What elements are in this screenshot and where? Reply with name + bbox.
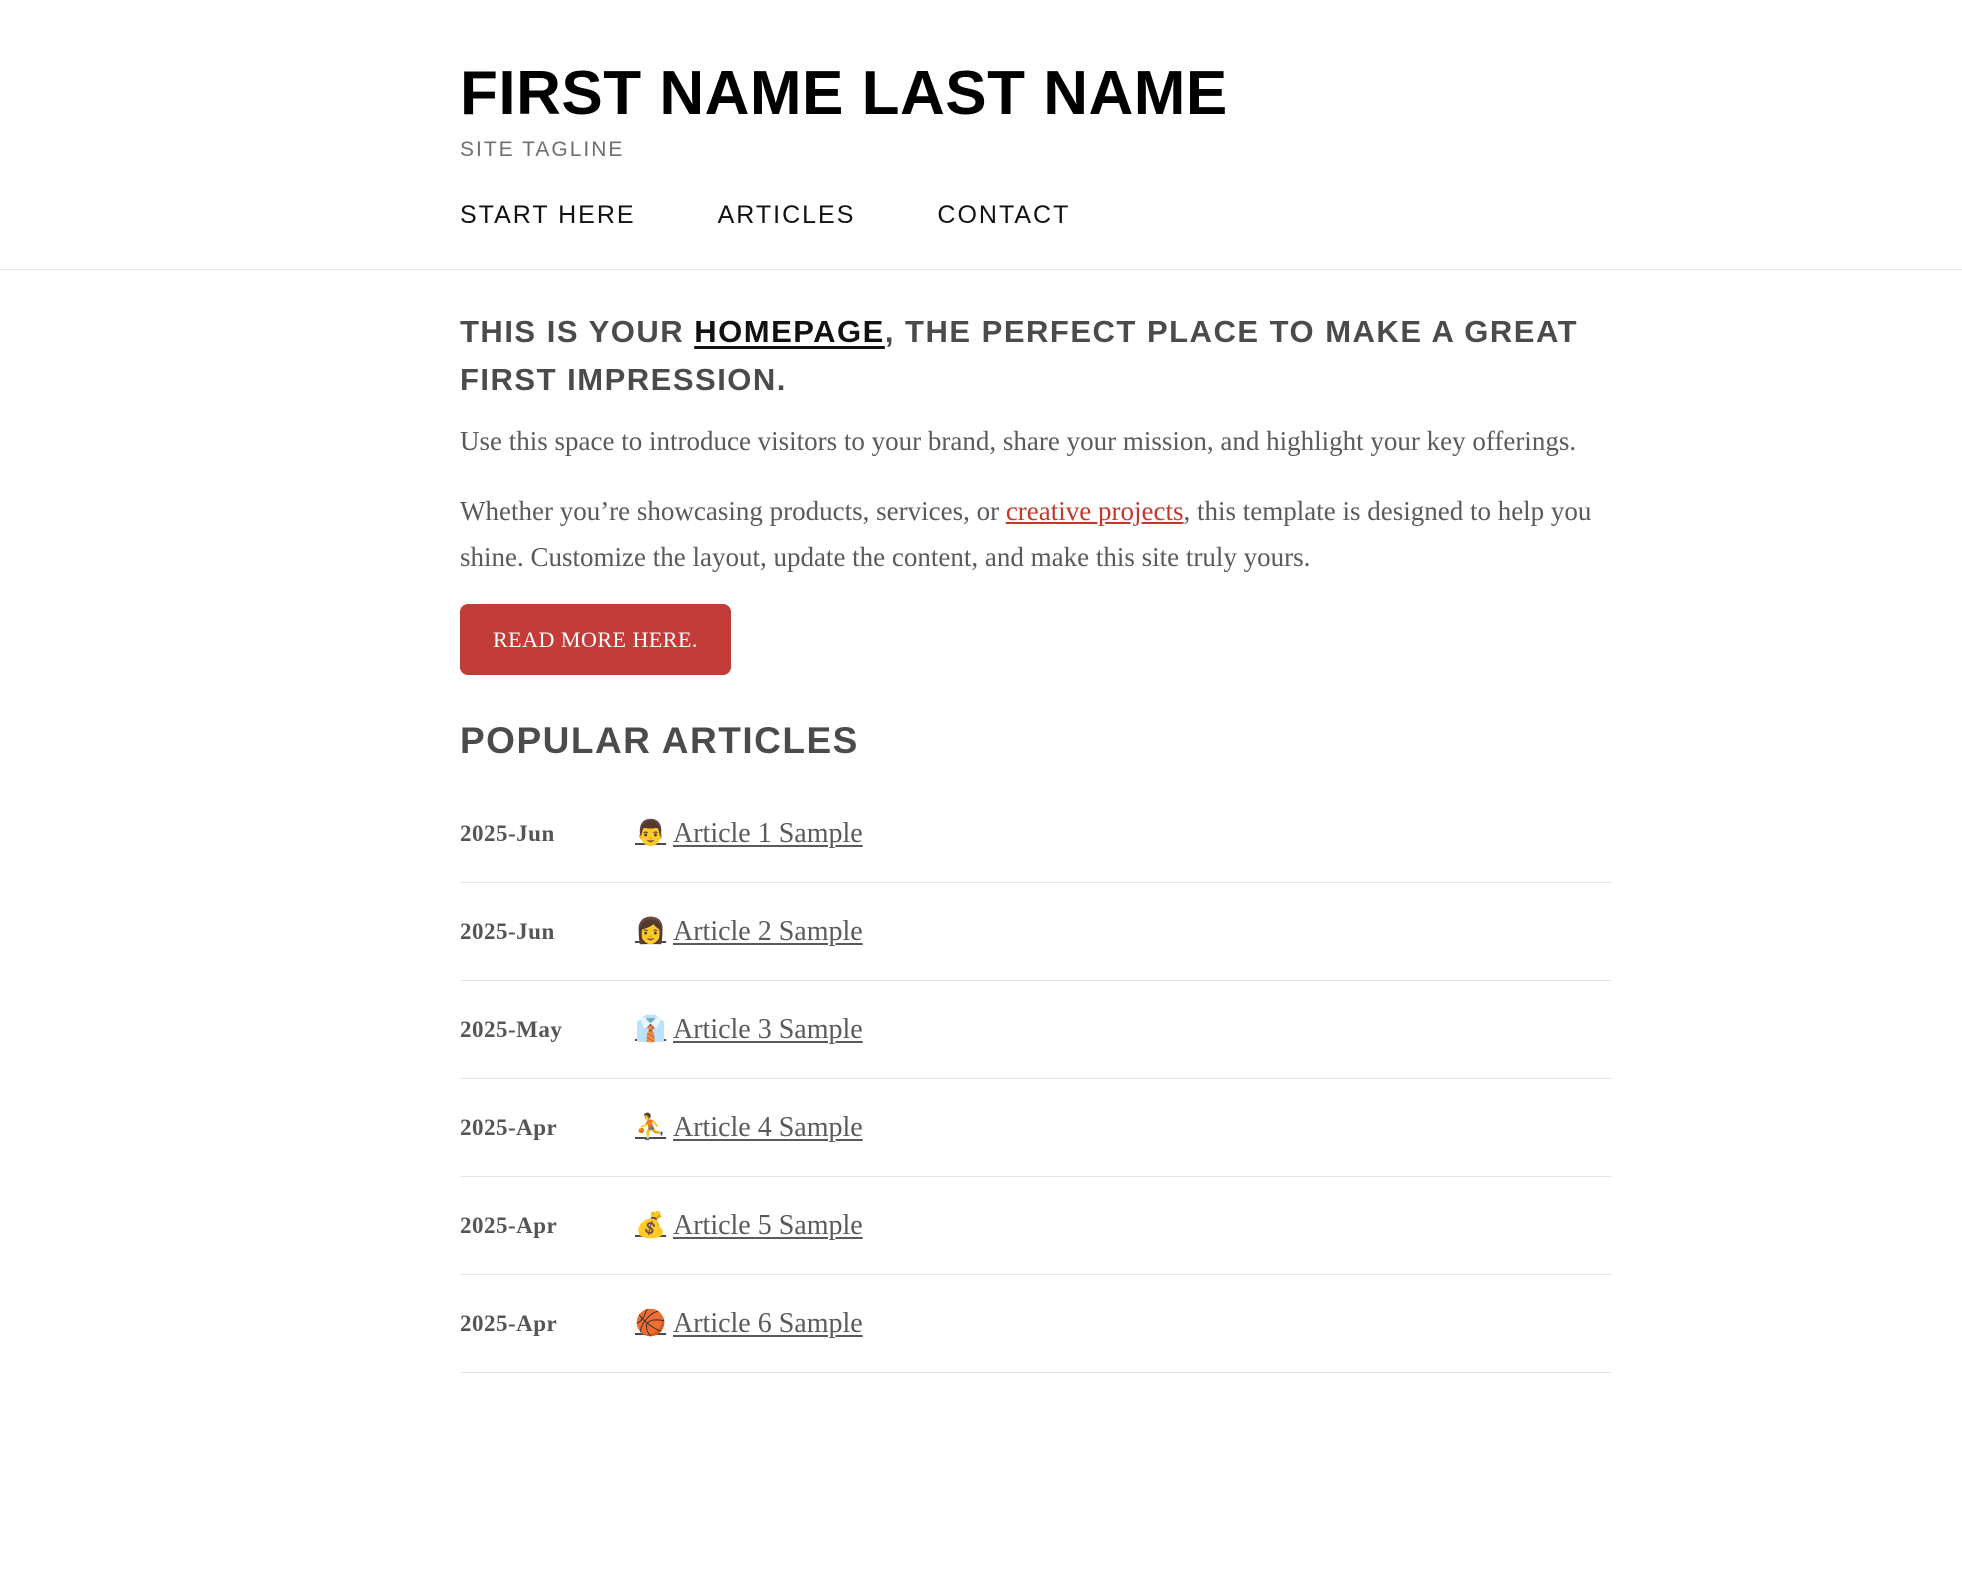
- list-item: [460, 785, 1612, 883]
- article-date: 2025-Apr: [460, 1114, 558, 1140]
- article-list: [460, 785, 1612, 1373]
- article-link[interactable]: Article 5 Sample: [673, 1209, 863, 1241]
- site-tagline: SITE TAGLINE: [460, 138, 625, 161]
- basketball-emoji-icon: 🏀: [635, 1309, 667, 1337]
- article-date: 2025-May: [460, 1016, 563, 1042]
- intro-paragraph: Use this space to introduce visitors to your brand, share your mission, and highlight your key offerings.: [460, 426, 1577, 456]
- list-item: [460, 981, 1612, 1079]
- content-container: [460, 308, 1610, 1373]
- creative-projects-link[interactable]: creative projects: [1005, 496, 1184, 526]
- article-link[interactable]: Article 2 Sample: [673, 915, 863, 947]
- read-more-button[interactable]: READ MORE HERE.: [460, 604, 731, 675]
- list-item: [460, 883, 1612, 981]
- popular-articles-heading: POPULAR ARTICLES: [460, 720, 859, 761]
- man-emoji-icon: 👨: [635, 819, 667, 847]
- necktie-emoji-icon: 👔: [635, 1015, 667, 1043]
- list-item: [460, 1177, 1612, 1275]
- showcase-paragraph: [460, 488, 1610, 580]
- article-link[interactable]: Article 3 Sample: [673, 1013, 863, 1045]
- main-nav: [460, 200, 1610, 230]
- ball-player-emoji-icon: ⛹: [635, 1113, 667, 1141]
- article-date: 2025-Apr: [460, 1310, 558, 1336]
- article-date: 2025-Jun: [460, 820, 555, 846]
- site-title[interactable]: FIRST NAME LAST NAME: [460, 59, 1228, 128]
- nav-item-start-here[interactable]: START HERE: [460, 201, 636, 229]
- article-date: 2025-Apr: [460, 1212, 558, 1238]
- hero-heading-text-start: THIS IS YOUR: [460, 314, 695, 349]
- article-date: 2025-Jun: [460, 918, 555, 944]
- article-link[interactable]: Article 6 Sample: [673, 1307, 863, 1339]
- header-container: [460, 0, 1610, 230]
- nav-item-contact[interactable]: CONTACT: [937, 201, 1071, 229]
- nav-item-articles[interactable]: ARTICLES: [717, 201, 856, 229]
- money-bag-emoji-icon: 💰: [635, 1211, 667, 1239]
- hero-heading: [460, 308, 1610, 404]
- showcase-text-end: , this template is designed to help you shine. Customize the layout, update the content, and make this site truly yours.: [460, 496, 1592, 572]
- list-item: [460, 1079, 1612, 1177]
- main-content: [0, 270, 1962, 1373]
- hero-heading-text-end: , THE PERFECT PLACE TO MAKE A GREAT FIRST IMPRESSION.: [460, 314, 1579, 397]
- showcase-text-start: Whether you’re showcasing products, services, or: [460, 496, 1006, 526]
- article-link[interactable]: Article 4 Sample: [673, 1111, 863, 1143]
- homepage-link[interactable]: HOMEPAGE: [694, 314, 885, 349]
- woman-emoji-icon: 👩: [635, 917, 667, 945]
- site-header: [0, 0, 1962, 270]
- list-item: [460, 1275, 1612, 1373]
- article-link[interactable]: Article 1 Sample: [673, 817, 863, 849]
